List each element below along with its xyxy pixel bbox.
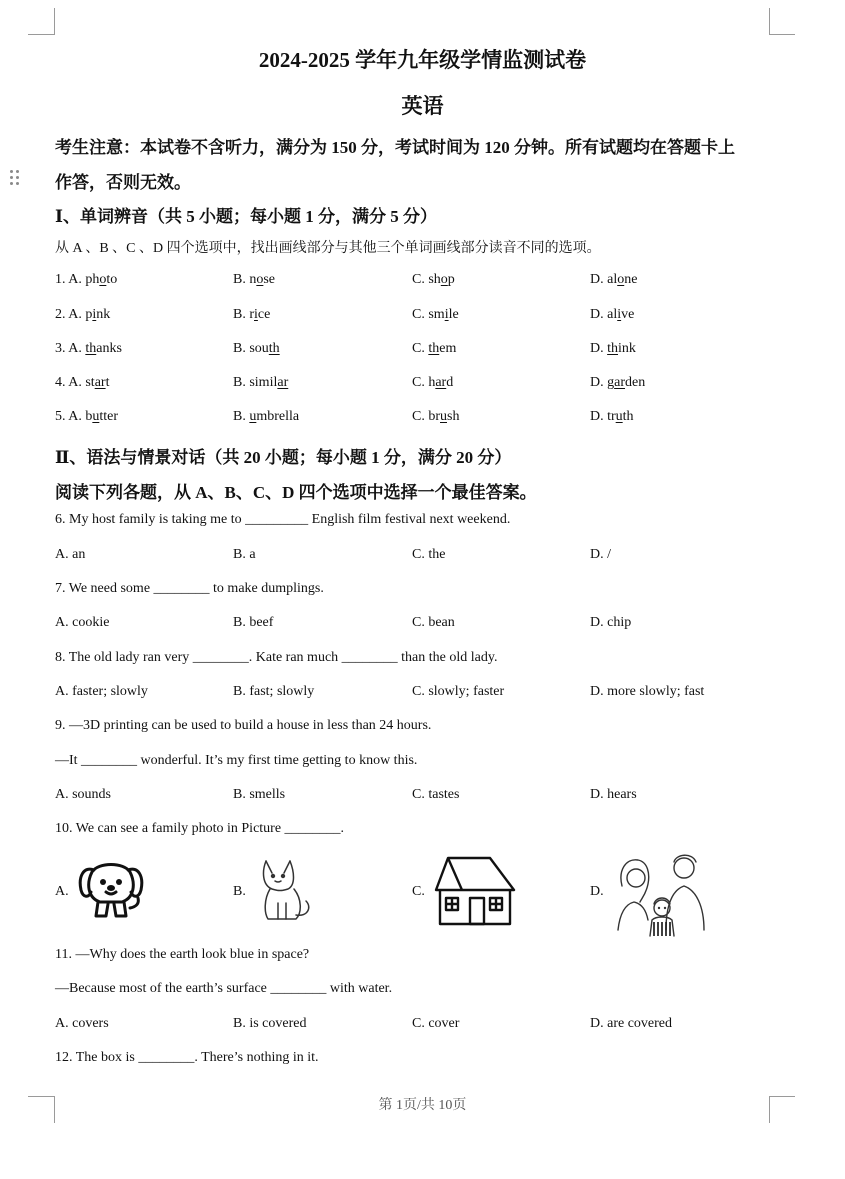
crop-mark [54, 8, 55, 35]
family-icon [612, 850, 712, 938]
q8-option-a: A. faster; slowly [55, 684, 148, 699]
q4-option-d: D. garden [590, 375, 646, 390]
crop-mark [769, 8, 770, 35]
q6-option-d: D. / [590, 547, 611, 562]
q2-option-c: C. smile [412, 307, 459, 322]
q8-option-b: B. fast; slowly [233, 684, 315, 699]
q11-option-a: A. covers [55, 1016, 109, 1031]
q11-option-d: D. are covered [590, 1016, 673, 1031]
q8-option-c: C. slowly; faster [412, 684, 505, 699]
section-2-heading: Ⅱ、语法与情景对话（共 20 小题；每小题 1 分，满分 20 分） [55, 448, 512, 467]
question-9-stem-1: 9. —3D printing can be used to build a house in less than 24 hours. [55, 718, 432, 733]
q8-option-d: D. more slowly; fast [590, 684, 705, 699]
page-number: 第 1页/共 10页 [378, 1098, 467, 1113]
q1-option-a: 1. A. photo [55, 272, 118, 287]
q7-option-d: D. chip [590, 615, 632, 630]
dog-icon [76, 856, 146, 922]
section-2-instruction: 阅读下列各题，从 A、B、C、D 四个选项中选择一个最佳答案。 [55, 483, 537, 502]
q2-option-b: B. rice [233, 307, 271, 322]
q10-option-d: D. [590, 884, 604, 899]
q5-option-a: 5. A. butter [55, 409, 118, 424]
q1-option-d: D. alone [590, 272, 638, 287]
q10-option-c: C. [412, 884, 425, 899]
q11-option-c: C. cover [412, 1016, 460, 1031]
q10-option-a: A. [55, 884, 69, 899]
q4-option-c: C. hard [412, 375, 454, 390]
q9-option-b: B. smells [233, 787, 286, 802]
page-title: 2024-2025 学年九年级学情监测试卷 [258, 48, 587, 72]
question-7-stem: 7. We need some ________ to make dumplings. [55, 581, 324, 596]
q9-option-c: C. tastes [412, 787, 460, 802]
q5-option-b: B. umbrella [233, 409, 300, 424]
q6-option-b: B. a [233, 547, 256, 562]
question-11-stem-2: —Because most of the earth’s surface ________ with water. [55, 981, 393, 996]
drag-handle-icon[interactable] [10, 170, 22, 186]
q1-option-c: C. shop [412, 272, 455, 287]
q4-option-b: B. similar [233, 375, 289, 390]
q5-option-d: D. truth [590, 409, 634, 424]
q9-option-d: D. hears [590, 787, 637, 802]
question-9-stem-2: —It ________ wonderful. It’s my first time getting to know this. [55, 753, 418, 768]
q10-option-b: B. [233, 884, 246, 899]
q11-option-b: B. is covered [233, 1016, 307, 1031]
q1-option-b: B. nose [233, 272, 276, 287]
notice-line-2: 作答，否则无效。 [55, 173, 191, 192]
question-6-stem: 6. My host family is taking me to _________ English film festival next weekend. [55, 512, 511, 527]
q3-option-b: B. south [233, 341, 280, 356]
house-icon [432, 856, 518, 928]
question-8-stem: 8. The old lady ran very ________. Kate ran much ________ than the old lady. [55, 650, 498, 665]
section-1-heading: Ⅰ、单词辨音（共 5 小题；每小题 1 分，满分 5 分） [55, 207, 437, 226]
question-10-stem: 10. We can see a family photo in Picture ________. [55, 821, 345, 836]
q6-option-c: C. the [412, 547, 446, 562]
q5-option-c: C. brush [412, 409, 460, 424]
cat-icon [256, 855, 316, 925]
q6-option-a: A. an [55, 547, 86, 562]
q7-option-a: A. cookie [55, 615, 110, 630]
crop-mark [28, 34, 54, 35]
q9-option-a: A. sounds [55, 787, 112, 802]
q7-option-b: B. beef [233, 615, 274, 630]
q4-option-a: 4. A. start [55, 375, 110, 390]
q3-option-a: 3. A. thanks [55, 341, 122, 356]
subject-title: 英语 [401, 94, 444, 118]
q2-option-d: D. alive [590, 307, 635, 322]
q3-option-d: D. think [590, 341, 636, 356]
q2-option-a: 2. A. pink [55, 307, 111, 322]
q7-option-c: C. bean [412, 615, 455, 630]
notice-line-1: 考生注意：本试卷不含听力，满分为 150 分，考试时间为 120 分钟。所有试题均在答题卡上 [55, 138, 735, 157]
question-12-stem: 12. The box is ________. There’s nothing in it. [55, 1050, 319, 1065]
question-11-stem-1: 11. —Why does the earth look blue in space? [55, 947, 310, 962]
section-1-instruction: 从 A 、B 、C 、D 四个选项中，找出画线部分与其他三个单词画线部分读音不同的选项。 [55, 241, 601, 256]
q3-option-c: C. them [412, 341, 457, 356]
crop-mark [769, 34, 795, 35]
